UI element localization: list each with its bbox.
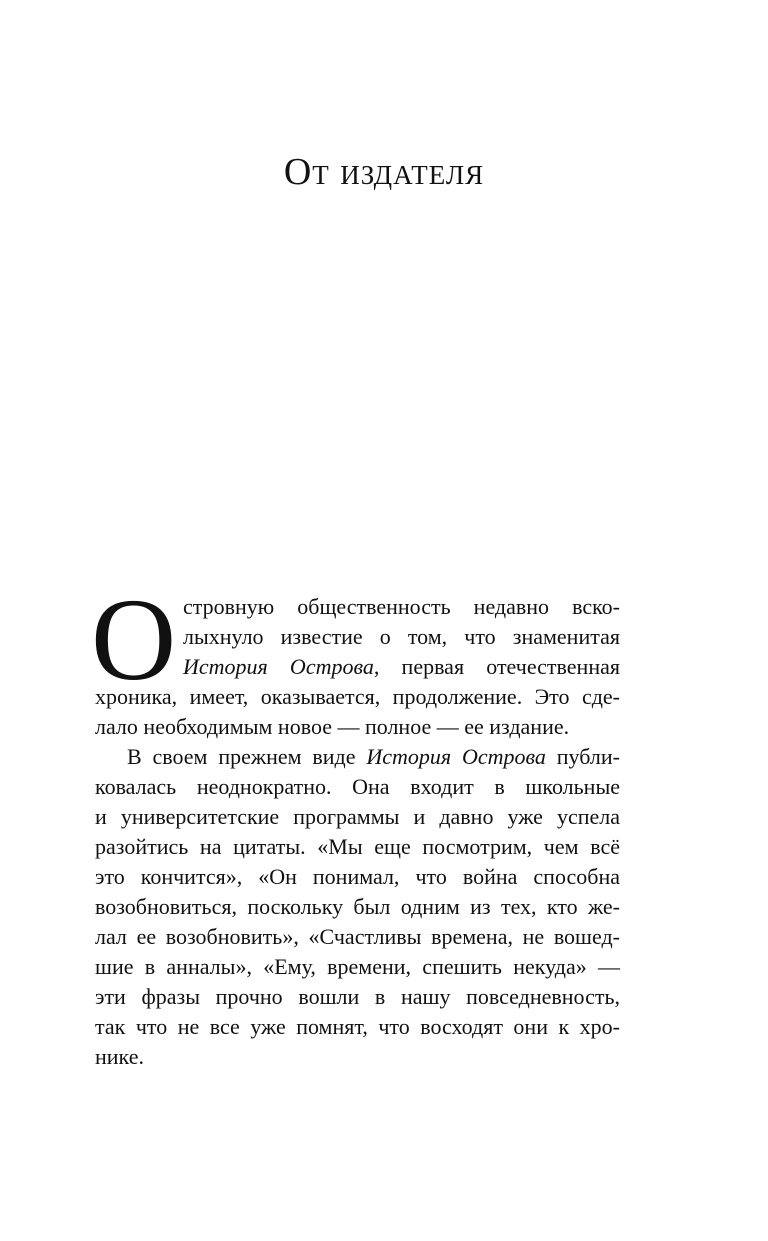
text-run: возобновиться, поскольку был одним из тех, кто же-: [95, 894, 620, 919]
text-line: [95, 1042, 620, 1072]
text-line: [95, 862, 620, 892]
text-run: хроника, имеет, оказывается, продолжение. Это сде-: [95, 684, 620, 709]
text-run: так что не все уже помнят, что восходят они к хро-: [95, 1014, 620, 1039]
text-run: стровную общественность недавно вско-: [183, 594, 620, 619]
text-run: лыхнуло известие о том, что знаменитая: [183, 624, 620, 649]
text-line: [95, 802, 620, 832]
text-line: [95, 742, 620, 772]
text-run: и университетские программы и давно уже успела: [95, 804, 620, 829]
text-line: [95, 952, 620, 982]
text-line: [95, 712, 620, 742]
text-run: это кончится», «Он понимал, что война способна: [95, 864, 620, 889]
text-run: , первая отечественная: [373, 654, 620, 679]
text-run: лало необходимым новое — полное — ее издание.: [95, 714, 570, 739]
text-run: публи-: [545, 744, 620, 769]
text-line: [95, 1012, 620, 1042]
text-run: ковалась неоднократно. Она входит в школьные: [95, 774, 620, 799]
text-line: [95, 922, 620, 952]
text-line: [95, 982, 620, 1012]
text-line: [95, 892, 620, 922]
book-title-italic: История Острова: [366, 744, 546, 769]
book-title-italic: История Острова: [183, 654, 374, 679]
text-run: лал ее возобновить», «Счастливы времена, не вошед-: [95, 924, 620, 949]
text-line: [95, 832, 620, 862]
chapter-title: От издателя: [283, 151, 485, 193]
text-run: нике.: [95, 1044, 144, 1069]
drop-cap: О: [91, 574, 177, 705]
text-run: В своем прежнем виде: [127, 744, 367, 769]
text-line: [95, 772, 620, 802]
text-run: эти фразы прочно вошли в нашу повседневность,: [95, 984, 620, 1009]
text-run: шие в анналы», «Ему, времени, спешить некуда» —: [95, 954, 620, 979]
body-text: [91, 574, 620, 1072]
text-run: разойтись на цитаты. «Мы еще посмотрим, чем всё: [95, 834, 620, 859]
